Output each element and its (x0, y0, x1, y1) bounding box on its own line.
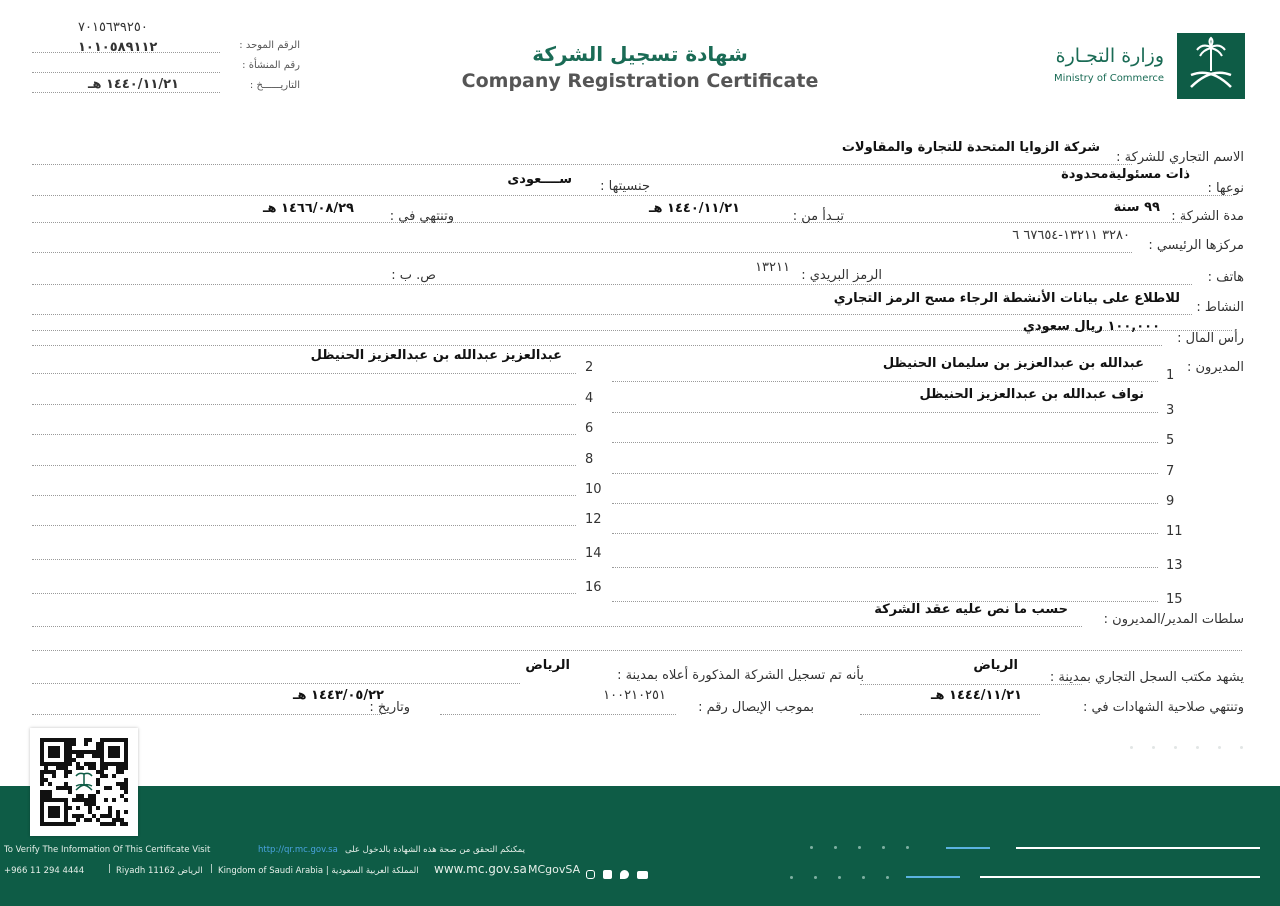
label-receipt-date: وتاريخ : (369, 700, 410, 715)
ministry-emblem-icon (1177, 33, 1245, 99)
footer-line (980, 876, 1260, 878)
youtube-icon[interactable] (637, 871, 648, 879)
dotted-line (32, 404, 576, 405)
title-english: Company Registration Certificate (461, 70, 819, 92)
verify-text-arabic: يمكنكم التحقق من صحة هذه الشهادة بالدخول على (345, 845, 525, 855)
verify-text-english: To Verify The Information Of This Certificate Visit (4, 845, 211, 855)
capital-value: ١٠٠,٠٠٠ ريال سعودي (1023, 319, 1160, 334)
issue-date: ١٤٤٠/١١/٢١ هـ (88, 77, 179, 92)
dotted-line (860, 714, 1040, 715)
manager-number: 6 (585, 421, 594, 436)
footer-riyadh: Riyadh 11162 الرياض (116, 866, 203, 876)
dotted-line (860, 684, 1082, 685)
dotted-line (612, 381, 1158, 382)
manager-number: 5 (1166, 433, 1175, 448)
footer-dot (790, 876, 793, 879)
postal-code-value: ١٣٢١١ (755, 260, 790, 275)
dotted-line (612, 503, 1158, 504)
dotted-line (32, 284, 1192, 285)
dotted-line (32, 465, 576, 466)
receipt-date-value: ١٤٤٣/٠٥/٢٢ هـ (293, 688, 384, 703)
manager-number: 2 (585, 360, 594, 375)
footer-dot (838, 876, 841, 879)
headquarters-value: ٣٢٨٠ ١٣٢١١-٦٧٦٥٤ ٦ (1012, 228, 1130, 243)
dotted-line (32, 314, 1192, 315)
manager-name: نواف عبدالله بن عبدالعزيز الحنيظل (919, 387, 1144, 402)
manager-name: عبدالعزيز عبدالله بن عبدالعزيز الحنيظل (310, 348, 562, 363)
facebook-icon[interactable] (603, 870, 612, 879)
instagram-icon[interactable] (586, 870, 595, 879)
manager-number: 13 (1166, 558, 1183, 573)
social-icons[interactable] (586, 864, 648, 883)
label-postal-code: الرمز البريدي : (801, 268, 882, 283)
manager-number: 3 (1166, 403, 1175, 418)
decorative-dot (1152, 746, 1155, 749)
dotted-line (32, 434, 576, 435)
label-capital: رأس المال : (1177, 331, 1244, 346)
label-issue-date: التاريــــــخ : (249, 80, 300, 91)
manager-number: 12 (585, 512, 602, 527)
dotted-line (32, 252, 1132, 253)
label-authorities: سلطات المدير/المديرون : (1103, 612, 1244, 627)
dotted-line (612, 473, 1158, 474)
footer-dot (882, 846, 885, 849)
receipt-value: ١٠٠٢١٠٢٥١ (603, 688, 666, 703)
dotted-line (32, 650, 1242, 651)
decorative-dot (1240, 746, 1243, 749)
unified-number: ٧٠١٥٦٣٩٢٥٠ (78, 20, 148, 35)
dotted-line (612, 412, 1158, 413)
label-validity: وتنتهي صلاحية الشهادات في : (1082, 700, 1244, 715)
footer-dot (814, 876, 817, 879)
manager-number: 9 (1166, 494, 1175, 509)
ministry-name-english: Ministry of Commerce (1054, 73, 1164, 84)
end-date-value: ١٤٦٦/٠٨/٢٩ هـ (263, 201, 354, 216)
entity-number: ١٠١٠٥٨٩١١٢ (78, 40, 158, 55)
twitter-icon[interactable] (620, 870, 629, 879)
dotted-line (32, 72, 220, 73)
footer-dot (810, 846, 813, 849)
label-registered-city: بأنه تم تسجيل الشركة المذكورة أعلاه بمدينة : (617, 668, 864, 683)
label-unified-number: الرقم الموحد : (239, 40, 300, 51)
validity-value: ١٤٤٤/١١/٢١ هـ (931, 688, 1022, 703)
manager-number: 1 (1166, 368, 1175, 383)
footer-dot (834, 846, 837, 849)
trade-name-value: شركة الزوايا المتحدة للتجارة والمقاولات (841, 140, 1100, 155)
dotted-line (32, 195, 1232, 196)
manager-number: 10 (585, 482, 602, 497)
label-duration: مدة الشركة : (1171, 209, 1244, 224)
label-trade-name: الاسم التجاري للشركة : (1116, 150, 1244, 165)
dotted-line (32, 164, 1132, 165)
company-type-value: ذات مسئوليةمحدودة (1061, 167, 1190, 182)
label-office-city: يشهد مكتب السجل التجاري بمدينة : (1049, 670, 1244, 685)
label-managers: المديرون : (1186, 360, 1244, 375)
manager-number: 15 (1166, 592, 1183, 607)
dotted-line (32, 525, 576, 526)
dotted-line (440, 714, 676, 715)
label-entity-number: رقم المنشأة : (242, 60, 300, 71)
label-receipt: بموجب الإيصال رقم : (698, 700, 814, 715)
decorative-dot (1130, 746, 1133, 749)
manager-number: 16 (585, 580, 602, 595)
dotted-line (32, 495, 576, 496)
office-city-value: الرياض (973, 658, 1018, 673)
decorative-dot (1196, 746, 1199, 749)
dotted-line (32, 559, 576, 560)
footer-dot (886, 876, 889, 879)
dotted-line (612, 533, 1158, 534)
dotted-line (32, 345, 1162, 346)
label-phone: هاتف : (1207, 270, 1244, 285)
label-company-type: نوعها : (1207, 181, 1244, 196)
authorities-value: حسب ما نص عليه عقد الشركة (874, 602, 1068, 617)
registered-city-value: الرياض (525, 658, 570, 673)
duration-value: ٩٩ سنة (1113, 200, 1160, 215)
label-po-box: ص. ب : (391, 268, 436, 283)
footer-dot (906, 846, 909, 849)
ministry-name-arabic: وزارة التجـارة (1055, 45, 1164, 67)
footer-separator: | (210, 864, 213, 874)
verify-link[interactable]: http://qr.mc.gov.sa (258, 845, 338, 855)
dotted-line (32, 222, 1182, 223)
manager-name: عبدالله بن عبدالعزيز بن سليمان الحنيظل (882, 356, 1144, 371)
footer-line (1016, 847, 1260, 849)
label-headquarters: مركزها الرئيسي : (1148, 238, 1244, 253)
manager-number: 8 (585, 452, 594, 467)
dotted-line (32, 626, 1082, 627)
qr-code-icon (30, 728, 138, 836)
dotted-line (612, 567, 1158, 568)
decorative-dot (1218, 746, 1221, 749)
title-arabic: شهادة تسجيل الشركة (532, 42, 748, 66)
start-date-value: ١٤٤٠/١١/٢١ هـ (649, 201, 740, 216)
manager-number: 11 (1166, 524, 1183, 539)
footer-line (906, 876, 960, 878)
footer-separator: | (108, 864, 111, 874)
footer-handle: MCgovSA (528, 863, 581, 876)
manager-number: 7 (1166, 464, 1175, 479)
footer-phone: +966 11 294 4444 (4, 866, 85, 876)
footer-dot (862, 876, 865, 879)
decorative-dot (1174, 746, 1177, 749)
label-activity: النشاط : (1196, 300, 1244, 315)
footer-website[interactable]: www.mc.gov.sa (434, 862, 527, 876)
dotted-line (32, 683, 520, 684)
label-end-date: وتنتهي في : (389, 209, 454, 224)
footer-kingdom: Kingdom of Saudi Arabia | المملكة العربية السعودية (218, 866, 419, 876)
dotted-line (32, 373, 576, 374)
label-nationality: جنسيتها : (600, 179, 650, 194)
dotted-line (612, 442, 1158, 443)
footer-dot (858, 846, 861, 849)
manager-number: 14 (585, 546, 602, 561)
nationality-value: ســــعودى (507, 172, 572, 187)
label-start-date: تبـدأ من : (792, 209, 844, 224)
dotted-line (32, 714, 382, 715)
activity-value: للاطلاع على بيانات الأنشطة الرجاء مسح الرمز التجاري (833, 291, 1180, 306)
manager-number: 4 (585, 391, 594, 406)
dotted-line (32, 593, 576, 594)
dotted-line (32, 92, 220, 93)
footer-line (946, 847, 990, 849)
